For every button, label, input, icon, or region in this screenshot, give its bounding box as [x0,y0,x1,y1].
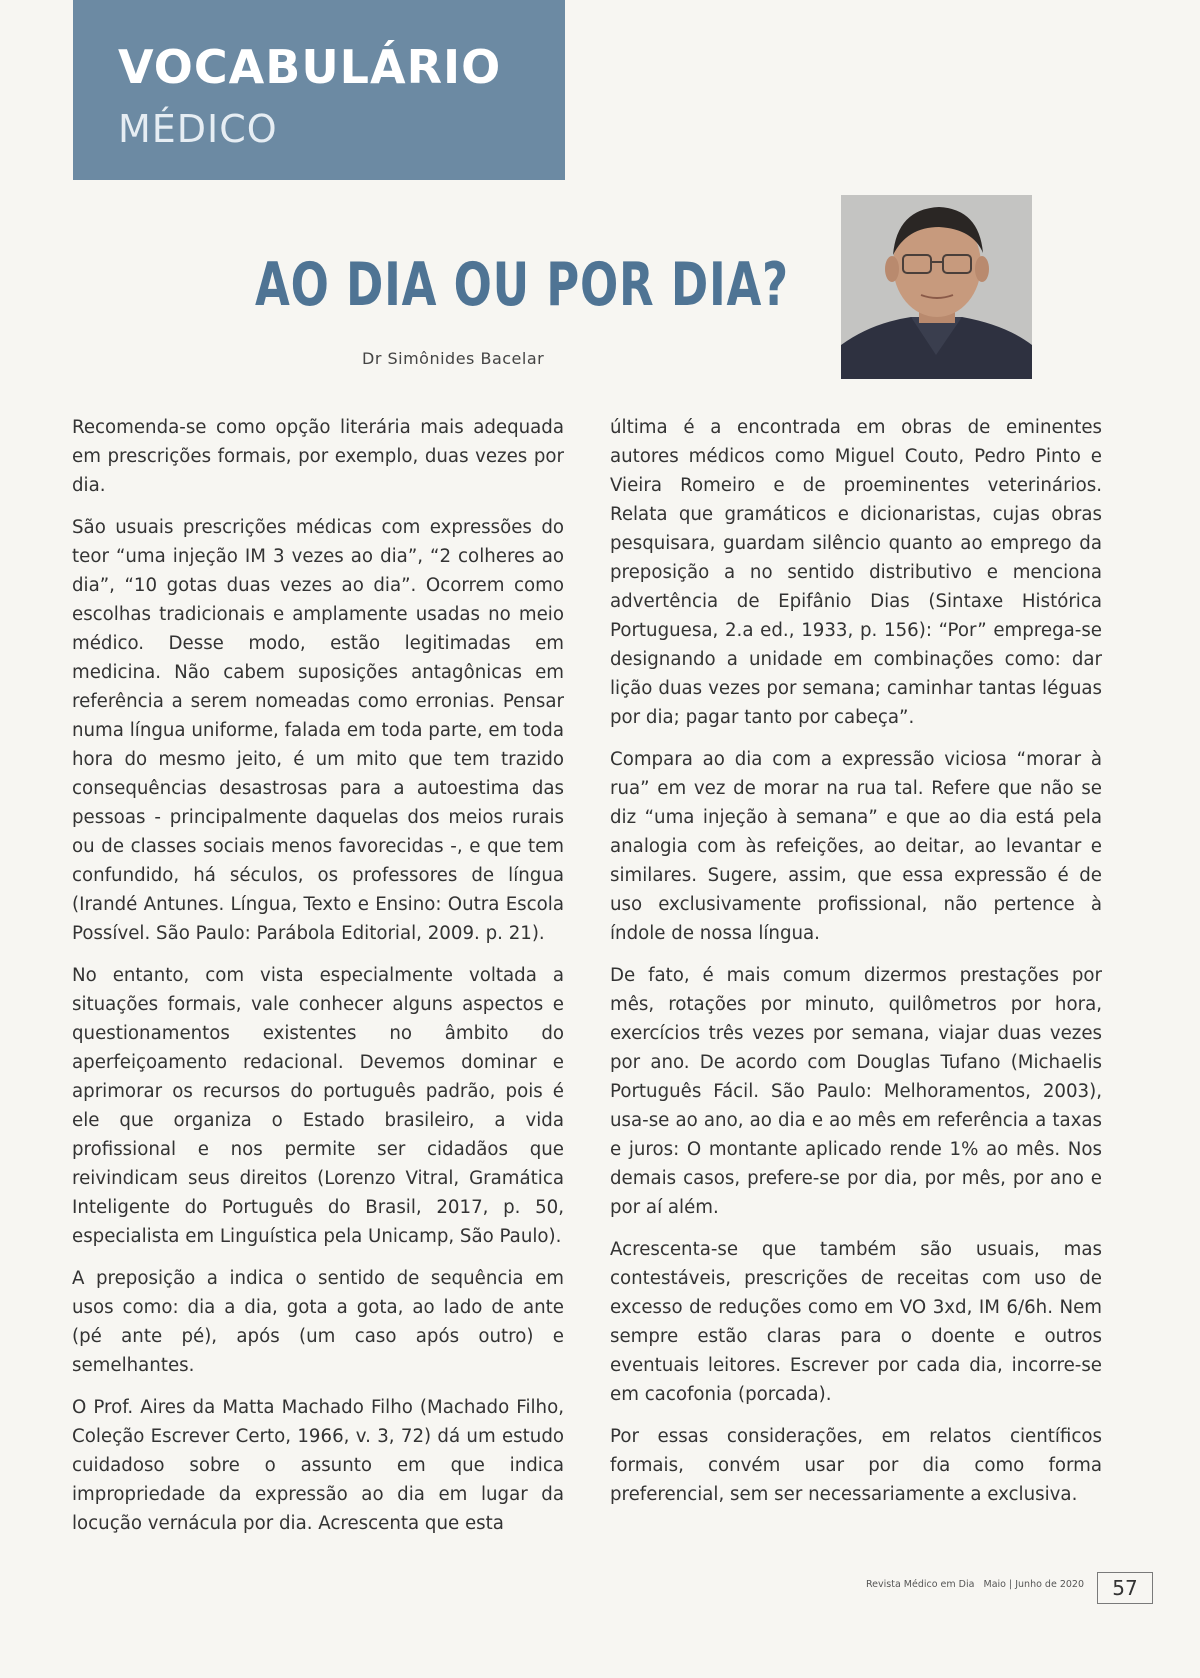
author-portrait-illustration [841,195,1032,379]
paragraph: Compara ao dia com a expressão viciosa “morar à rua” em vez de morar na rua tal. Refere que não se diz “uma injeção à semana” e que ao dia está pela analogia com às refeições, ao deitar, ao levantar e similares. Sugere, assim, que essa expressão é de uso exclusivamente profissional, não pertence à índole de nossa língua. [610,749,1102,944]
footer-publication [866,1579,1084,1590]
paragraph: última é a encontrada em obras de eminentes autores médicos como Miguel Couto, Pedro Pinto e Vieira Romeiro e de proeminentes veterinários. Relata que gramáticos e dicionaristas, cujas obras pesquisara, guardam silêncio quanto ao emprego da preposição a no sentido distributivo e menciona advertência de Epifânio Dias (Sintaxe Histórica Portuguesa, 2.a ed., 1933, p. 156): “Por” emprega-se designando a unidade em combinações como: dar lição duas vezes por semana; caminhar tantas léguas por dia; pagar tanto por cabeça”. [610,417,1102,728]
paragraph: O Prof. Aires da Matta Machado Filho (Machado Filho, Coleção Escrever Certo, 1966, v. 3, 72) dá um estudo cuidadoso sobre o assunto em que indica impropriedade da expressão ao dia em lugar da locução vernácula por dia. Acrescenta que esta [72,1397,564,1534]
paragraph: De fato, é mais comum dizermos prestações por mês, rotações por minuto, quilômetros por hora, exercícios três vezes por semana, viajar duas vezes por ano. De acordo com Douglas Tufano (Michaelis Português Fácil. São Paulo: Melhoramentos, 2003), usa-se ao ano, ao dia e ao mês em referência a taxas e juros: O montante aplicado rende 1% ao mês. Nos demais casos, prefere-se por dia, por mês, por ano e por aí além. [610,965,1102,1218]
paragraph: Recomenda-se como opção literária mais adequada em prescrições formais, por exemplo, duas vezes por dia. [72,417,564,496]
paragraph: No entanto, com vista especialmente voltada a situações formais, vale conhecer alguns aspectos e questionamentos existentes no âmbito do aperfeiçoamento redacional. Devemos dominar e aprimorar os recursos do português padrão, pois é ele que organiza o Estado brasileiro, a vida profissional e nos permite ser cidadãos que reivindicam seus direitos (Lorenzo Vitral, Gramática Inteligente do Português do Brasil, 2017, p. 50, especialista em Linguística pela Unicamp, São Paulo). [72,965,564,1247]
paragraph: São usuais prescrições médicas com expressões do teor “uma injeção IM 3 vezes ao dia”, “2 colheres ao dia”, “10 gotas duas vezes ao dia”. Ocorrem como escolhas tradicionais e amplamente usadas no meio médico. Desse modo, estão legitimadas em medicina. Não cabem suposições antagônicas em referência a serem nomeadas como erronias. Pensar numa língua uniforme, falada em toda parte, em toda hora do mesmo jeito, é um mito que tem trazido consequências desastrosas para a autoestima das pessoas - principalmente daquelas dos meios rurais ou de classes sociais menos favorecidas -, e que tem confundido, há séculos, os professores de língua (Irandé Antunes. Língua, Texto e Ensino: Outra Escola Possível. São Paulo: Parábola Editorial, 2009. p. 21). [72,517,564,944]
right-column [610,413,1102,1522]
article-headline: AO DIA OU POR DIA? [255,250,789,320]
page-number: 57 [1097,1572,1153,1604]
section-title: VOCABULÁRIO [118,40,502,94]
paragraph: A preposição a indica o sentido de sequência em usos como: dia a dia, gota a gota, ao lado de ante (pé ante pé), após (um caso após outro) e semelhantes. [72,1268,564,1376]
section-header [73,0,565,180]
paragraph: Acrescenta-se que também são usuais, mas contestáveis, prescrições de receitas com uso de excesso de reduções como em VO 3xd, IM 6/6h. Nem sempre estão claras para o doente e outros eventuais leitores. Escrever por cada dia, incorre-se em cacofonia (porcada). [610,1239,1102,1405]
section-subtitle: MÉDICO [118,107,278,151]
issue-date: Maio | Junho de 2020 [983,1579,1084,1590]
publication-name: Revista Médico em Dia [865,1579,975,1590]
author-photo [841,195,1032,379]
paragraph: Por essas considerações, em relatos científicos formais, convém usar por dia como forma preferencial, sem ser necessariamente a exclusiva. [610,1426,1102,1505]
left-column [72,413,564,1551]
article-author: Dr Simônides Bacelar [362,349,545,368]
